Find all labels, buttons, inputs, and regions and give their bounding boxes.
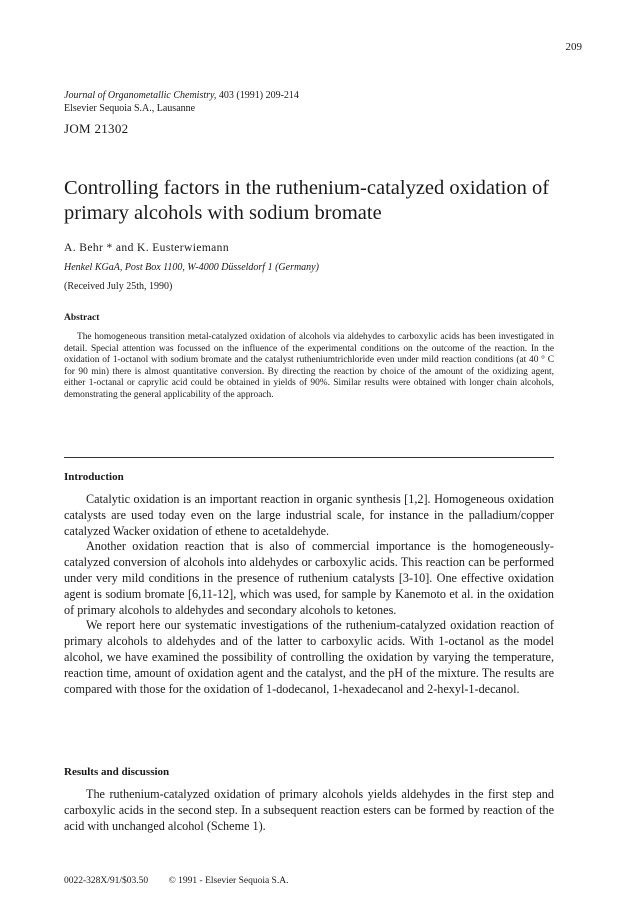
introduction-body	[64, 492, 554, 697]
footer	[64, 876, 306, 886]
affiliation: Henkel KGaA, Post Box 1100, W-4000 Düsseldorf 1 (Germany)	[64, 262, 319, 273]
journal-line	[64, 89, 299, 102]
results-body	[64, 787, 554, 834]
intro-paragraph-3: We report here our systematic investigations of the ruthenium-catalyzed oxidation reaction of primary alcohols to aldehydes and of the latter to carboxylic acids. With 1-octanol as the model alcohol, we have examined the possibility of controlling the oxidation by varying the temperature, reaction time, amount of oxidation agent and the catalyst, and the pH of the mixture. The results are compared with those for the oxidation of 1-dodecanol, 1-hexadecanol and 2-hexyl-1-decanol.	[64, 618, 554, 696]
received-date: (Received July 25th, 1990)	[64, 281, 173, 292]
intro-paragraph-2: Another oxidation reaction that is also of commercial importance is the homogeneously-catalyzed conversion of alcohols into aldehydes or carboxylic acids. This reaction can be performed under very mild conditions in the presence of ruthenium catalysts [3-10]. One effective oxidation agent is sodium bromate [6,11-12], which was used, for sample by Kanemoto et al. in the oxidation of primary alcohols to aldehydes and secondary alcohols to ketones.	[64, 539, 554, 617]
section-divider	[64, 457, 554, 458]
results-paragraph-1: The ruthenium-catalyzed oxidation of primary alcohols yields aldehydes in the first step and carboxylic acids in the second step. In a subsequent reaction esters can be formed by reaction of the acid with unchanged alcohol (Scheme 1).	[64, 787, 554, 833]
introduction-heading: Introduction	[64, 471, 124, 483]
journal-citation: 403 (1991) 209-214	[218, 90, 299, 101]
footer-code: 0022-328X/91/$03.50	[64, 876, 149, 886]
journal-publisher: Elsevier Sequoia S.A., Lausanne	[64, 103, 196, 114]
abstract-heading: Abstract	[64, 313, 100, 323]
footer-copyright: © 1991 - Elsevier Sequoia S.A.	[168, 876, 289, 886]
jom-id: JOM 21302	[64, 121, 129, 136]
journal-info	[64, 89, 299, 115]
results-heading: Results and discussion	[64, 766, 170, 778]
intro-paragraph-1: Catalytic oxidation is an important reaction in organic synthesis [1,2]. Homogeneous oxidation catalysts are used today even on the large industrial scale, for instance in the palladium/copper catalyzed Wacker oxidation of ethene to acetaldehyde.	[64, 492, 554, 538]
abstract-text: The homogeneous transition metal-catalyzed oxidation of alcohols via aldehydes to carboxylic acids has been investigated in detail. Special attention was focussed on the influence of the experimental conditions on the outcome of the reaction. In the oxidation of 1-octanol with sodium bromate and the catalyst rutheniumtrichloride even under mild reaction conditions (at 40 ° C for 90 min) there is almost quantitative conversion. By directing the reaction by choice of the amount of the oxidizing agent, either 1-octanal or caprylic acid could be obtained in yields of 90%. Similar results were obtained with longer chain alcohols, demonstrating the general applicability of the approach.	[64, 332, 554, 400]
page-number: 209	[565, 41, 582, 53]
journal-name: Journal of Organometallic Chemistry,	[64, 90, 217, 101]
authors: A. Behr * and K. Eusterwiemann	[64, 242, 229, 254]
paper-title: Controlling factors in the ruthenium-catalyzed oxidation of primary alcohols with sodium bromate	[64, 177, 550, 224]
